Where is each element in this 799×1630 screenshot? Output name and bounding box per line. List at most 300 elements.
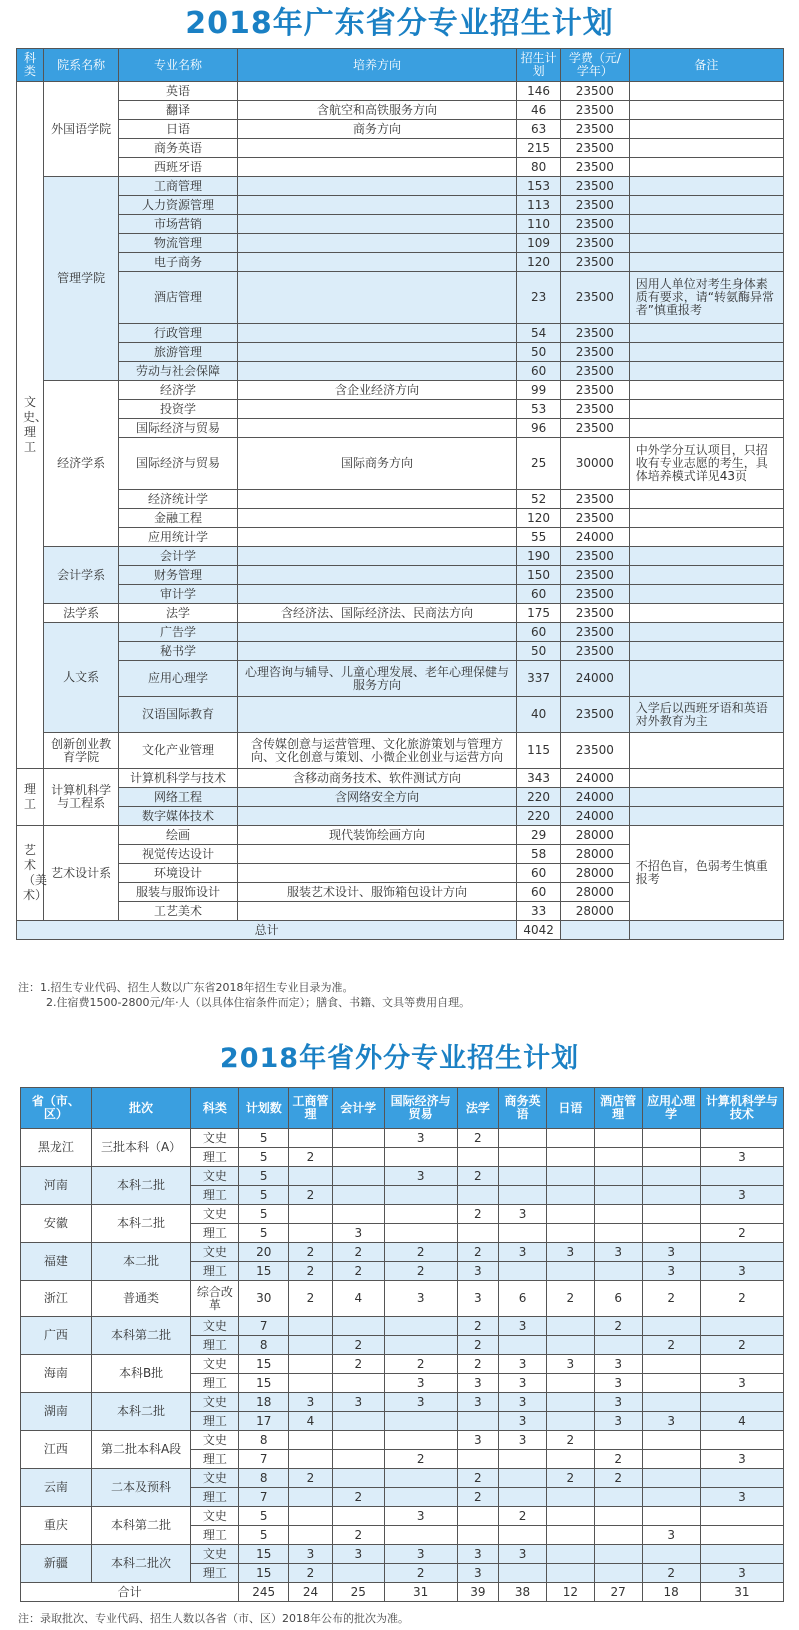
value-cell: [332, 1129, 384, 1148]
direction-cell: [237, 697, 516, 733]
value-cell: 2: [384, 1450, 457, 1469]
dept-cell: 外国语学院: [44, 82, 119, 177]
total-value: 38: [499, 1583, 547, 1602]
type-cell: 理工: [191, 1526, 239, 1545]
header-col-6: 国际经济与贸易: [384, 1088, 457, 1129]
value-cell: 3: [384, 1167, 457, 1186]
table-row: [17, 788, 784, 807]
value-cell: 3: [700, 1374, 783, 1393]
header-col-9: 日语: [546, 1088, 594, 1129]
value-cell: 8: [239, 1431, 289, 1450]
value-cell: 3: [457, 1564, 499, 1583]
value-cell: 2: [457, 1488, 499, 1507]
value-cell: [499, 1262, 547, 1281]
value-cell: [700, 1431, 783, 1450]
fee-cell: 23500: [560, 623, 629, 642]
value-cell: [499, 1450, 547, 1469]
value-cell: [546, 1224, 594, 1243]
value-cell: [594, 1336, 642, 1355]
direction-cell: 含传媒创意与运营管理、文化旅游策划与管理方向、文化创意与策划、小微企业创业与运营方向: [237, 733, 516, 769]
value-cell: 2: [289, 1469, 333, 1488]
province-cell: 广西: [21, 1317, 92, 1355]
value-cell: [332, 1317, 384, 1336]
value-cell: 3: [289, 1545, 333, 1564]
value-cell: [700, 1545, 783, 1564]
batch-cell: 本科二批: [91, 1393, 191, 1431]
value-cell: 3: [457, 1431, 499, 1450]
plan-cell: 25: [517, 438, 561, 490]
plan-cell: 55: [517, 528, 561, 547]
value-cell: [546, 1186, 594, 1205]
value-cell: [499, 1526, 547, 1545]
batch-cell: 本科二批: [91, 1205, 191, 1243]
total-remark-cell: [629, 921, 783, 940]
value-cell: 2: [700, 1336, 783, 1355]
fee-cell: 23500: [560, 697, 629, 733]
value-cell: [289, 1317, 333, 1336]
table-row: [21, 1469, 784, 1488]
header-fee: 学费（元/学年）: [560, 49, 629, 82]
value-cell: 2: [289, 1262, 333, 1281]
direction-cell: [237, 509, 516, 528]
value-cell: 2: [700, 1224, 783, 1243]
major-cell: 劳动与社会保障: [119, 362, 238, 381]
table-row: [17, 604, 784, 623]
remark-cell: 入学后以西班牙语和英语对外教育为主: [629, 697, 783, 733]
value-cell: 3: [384, 1281, 457, 1317]
total-value: 39: [457, 1583, 499, 1602]
value-cell: [642, 1469, 700, 1488]
total-value: 18: [642, 1583, 700, 1602]
value-cell: 15: [239, 1564, 289, 1583]
table-row: [17, 343, 784, 362]
value-cell: 3: [499, 1317, 547, 1336]
plan-cell: 120: [517, 509, 561, 528]
value-cell: [289, 1450, 333, 1469]
value-cell: 2: [332, 1526, 384, 1545]
outside-plan-table: [20, 1087, 784, 1602]
plan-cell: 50: [517, 343, 561, 362]
value-cell: 3: [546, 1355, 594, 1374]
table-row: [17, 642, 784, 661]
value-cell: 3: [594, 1412, 642, 1431]
value-cell: 20: [239, 1243, 289, 1262]
value-cell: [546, 1317, 594, 1336]
header-col-5: 会计学: [332, 1088, 384, 1129]
province-cell: 重庆: [21, 1507, 92, 1545]
value-cell: 3: [546, 1243, 594, 1262]
value-cell: 5: [239, 1507, 289, 1526]
major-cell: 经济统计学: [119, 490, 238, 509]
value-cell: [289, 1488, 333, 1507]
guangdong-plan-table: [16, 48, 784, 940]
direction-cell: [237, 234, 516, 253]
value-cell: 2: [332, 1243, 384, 1262]
plan-cell: 40: [517, 697, 561, 733]
value-cell: [700, 1205, 783, 1224]
plan-cell: 33: [517, 902, 561, 921]
plan-cell: 120: [517, 253, 561, 272]
value-cell: 3: [384, 1374, 457, 1393]
value-cell: [594, 1205, 642, 1224]
value-cell: [546, 1526, 594, 1545]
type-cell: 理工: [191, 1374, 239, 1393]
direction-cell: 商务方向: [237, 120, 516, 139]
value-cell: [384, 1412, 457, 1431]
value-cell: [384, 1186, 457, 1205]
batch-cell: 第二批本科A段: [91, 1431, 191, 1469]
direction-cell: [237, 585, 516, 604]
value-cell: 3: [700, 1488, 783, 1507]
value-cell: 2: [384, 1262, 457, 1281]
table-row: [17, 362, 784, 381]
value-cell: 3: [700, 1186, 783, 1205]
fee-cell: 28000: [560, 826, 629, 845]
remark-cell: [629, 400, 783, 419]
plan-cell: 54: [517, 324, 561, 343]
value-cell: 15: [239, 1545, 289, 1564]
major-cell: 商务英语: [119, 139, 238, 158]
table-row: [17, 528, 784, 547]
table-row: [21, 1545, 784, 1564]
province-cell: 湖南: [21, 1393, 92, 1431]
value-cell: 15: [239, 1262, 289, 1281]
value-cell: [499, 1186, 547, 1205]
plan-cell: 80: [517, 158, 561, 177]
value-cell: [457, 1148, 499, 1167]
value-cell: [700, 1507, 783, 1526]
header-col-4: 工商管理: [289, 1088, 333, 1129]
batch-cell: 本科二批: [91, 1167, 191, 1205]
table-row: [17, 661, 784, 697]
remark-cell: [629, 623, 783, 642]
value-cell: [642, 1148, 700, 1167]
header-col-11: 应用心理学: [642, 1088, 700, 1129]
value-cell: [384, 1224, 457, 1243]
value-cell: [457, 1186, 499, 1205]
value-cell: 18: [239, 1393, 289, 1412]
type-cell: 文史: [191, 1431, 239, 1450]
footnote-3: 注：录取批次、专业代码、招生人数以各省（市、区）2018年公布的批次为准。: [18, 1612, 409, 1625]
fee-cell: 24000: [560, 769, 629, 788]
value-cell: [546, 1564, 594, 1583]
fee-cell: 23500: [560, 343, 629, 362]
total-value: 25: [332, 1583, 384, 1602]
direction-cell: [237, 642, 516, 661]
major-cell: 酒店管理: [119, 272, 238, 324]
batch-cell: 本科B批: [91, 1355, 191, 1393]
table-row: [17, 438, 784, 490]
value-cell: 5: [239, 1129, 289, 1148]
value-cell: [546, 1148, 594, 1167]
fee-cell: 23500: [560, 272, 629, 324]
header-dept: 院系名称: [44, 49, 119, 82]
major-cell: 人力资源管理: [119, 196, 238, 215]
type-cell: 理工: [191, 1224, 239, 1243]
fee-cell: 23500: [560, 419, 629, 438]
table-row: [17, 419, 784, 438]
major-cell: 经济学: [119, 381, 238, 400]
direction-cell: [237, 343, 516, 362]
value-cell: [289, 1205, 333, 1224]
value-cell: [594, 1262, 642, 1281]
value-cell: 3: [457, 1545, 499, 1564]
direction-cell: [237, 623, 516, 642]
header-row: [21, 1088, 784, 1129]
footnote-1: 注：1.招生专业代码、招生人数以广东省2018年招生专业目录为准。: [18, 981, 354, 994]
table-row: [21, 1129, 784, 1148]
type-cell: 文史: [191, 1507, 239, 1526]
major-cell: 西班牙语: [119, 158, 238, 177]
value-cell: [289, 1507, 333, 1526]
value-cell: 5: [239, 1224, 289, 1243]
value-cell: 3: [384, 1393, 457, 1412]
remark-cell: [629, 101, 783, 120]
category-cell: 艺术（美术）: [17, 826, 44, 921]
type-cell: 理工: [191, 1262, 239, 1281]
value-cell: [700, 1167, 783, 1186]
remark-cell: [629, 547, 783, 566]
value-cell: 5: [239, 1526, 289, 1545]
outside-plan-body: [21, 1129, 784, 1602]
value-cell: [332, 1469, 384, 1488]
remark-cell: [629, 381, 783, 400]
value-cell: 2: [457, 1167, 499, 1186]
value-cell: 8: [239, 1336, 289, 1355]
major-cell: 工商管理: [119, 177, 238, 196]
major-cell: 国际经济与贸易: [119, 419, 238, 438]
value-cell: [289, 1526, 333, 1545]
remark-cell: [629, 253, 783, 272]
direction-cell: 含经济法、国际经济法、民商法方向: [237, 604, 516, 623]
value-cell: [642, 1393, 700, 1412]
remark-cell: [629, 139, 783, 158]
section-title: 2018年省外分专业招生计划: [219, 1043, 580, 1074]
fee-cell: 24000: [560, 788, 629, 807]
value-cell: [499, 1336, 547, 1355]
batch-cell: 本二批: [91, 1243, 191, 1281]
value-cell: 4: [700, 1412, 783, 1431]
value-cell: [594, 1129, 642, 1148]
header-col-0: 省（市、区）: [21, 1088, 92, 1129]
major-cell: 行政管理: [119, 324, 238, 343]
major-cell: 会计学: [119, 547, 238, 566]
remark-cell: 中外学分互认项目，只招收有专业志愿的考生，具体培养模式详见43页: [629, 438, 783, 490]
value-cell: 5: [239, 1186, 289, 1205]
value-cell: [332, 1450, 384, 1469]
remark-cell: [629, 177, 783, 196]
value-cell: [546, 1488, 594, 1507]
major-cell: 电子商务: [119, 253, 238, 272]
value-cell: [642, 1507, 700, 1526]
value-cell: 3: [499, 1355, 547, 1374]
direction-cell: 含移动商务技术、软件测试方向: [237, 769, 516, 788]
value-cell: [642, 1129, 700, 1148]
remark-cell: [629, 661, 783, 697]
table-row: [17, 177, 784, 196]
major-cell: 应用统计学: [119, 528, 238, 547]
table-row: [17, 566, 784, 585]
value-cell: [384, 1488, 457, 1507]
fee-cell: 30000: [560, 438, 629, 490]
guangdong-plan-body: [17, 82, 784, 940]
remark-cell: [629, 528, 783, 547]
value-cell: [642, 1374, 700, 1393]
direction-cell: 含企业经济方向: [237, 381, 516, 400]
value-cell: 3: [499, 1545, 547, 1564]
major-cell: 工艺美术: [119, 902, 238, 921]
remark-cell: [629, 509, 783, 528]
value-cell: [332, 1412, 384, 1431]
type-cell: 文史: [191, 1243, 239, 1262]
dept-cell: 艺术设计系: [44, 826, 119, 921]
page-title: 2018年广东省分专业招生计划: [185, 6, 614, 41]
province-cell: 云南: [21, 1469, 92, 1507]
table-row: [17, 234, 784, 253]
header-col-3: 计划数: [239, 1088, 289, 1129]
value-cell: [499, 1564, 547, 1583]
header-plan: 招生计划: [517, 49, 561, 82]
remark-cell: [629, 419, 783, 438]
table-row: [17, 101, 784, 120]
dept-cell: 经济学系: [44, 381, 119, 547]
value-cell: 3: [457, 1281, 499, 1317]
value-cell: 2: [289, 1148, 333, 1167]
value-cell: [642, 1545, 700, 1564]
value-cell: 2: [457, 1129, 499, 1148]
table-row: [17, 623, 784, 642]
value-cell: 2: [289, 1564, 333, 1583]
value-cell: 7: [239, 1488, 289, 1507]
value-cell: 3: [499, 1412, 547, 1431]
province-cell: 黑龙江: [21, 1129, 92, 1167]
fee-cell: 28000: [560, 864, 629, 883]
table-row: [21, 1393, 784, 1412]
value-cell: [594, 1148, 642, 1167]
table-row: [17, 158, 784, 177]
fee-cell: 23500: [560, 120, 629, 139]
value-cell: 3: [700, 1262, 783, 1281]
value-cell: [332, 1374, 384, 1393]
value-cell: [384, 1336, 457, 1355]
value-cell: [642, 1224, 700, 1243]
value-cell: [546, 1393, 594, 1412]
fee-cell: 23500: [560, 400, 629, 419]
value-cell: [546, 1412, 594, 1431]
value-cell: [642, 1431, 700, 1450]
value-cell: 6: [594, 1281, 642, 1317]
direction-cell: 服装艺术设计、服饰箱包设计方向: [237, 883, 516, 902]
major-cell: 秘书学: [119, 642, 238, 661]
direction-cell: [237, 253, 516, 272]
value-cell: 3: [700, 1564, 783, 1583]
direction-cell: [237, 528, 516, 547]
value-cell: [499, 1129, 547, 1148]
remark-cell: [629, 234, 783, 253]
direction-cell: [237, 139, 516, 158]
total-value: 31: [700, 1583, 783, 1602]
major-cell: 汉语国际教育: [119, 697, 238, 733]
remark-cell: [629, 82, 783, 101]
total-value: 12: [546, 1583, 594, 1602]
major-cell: 网络工程: [119, 788, 238, 807]
value-cell: [642, 1488, 700, 1507]
value-cell: 3: [700, 1450, 783, 1469]
plan-cell: 150: [517, 566, 561, 585]
value-cell: [642, 1186, 700, 1205]
direction-cell: [237, 196, 516, 215]
total-label: 合计: [21, 1583, 239, 1602]
value-cell: 3: [457, 1262, 499, 1281]
value-cell: [546, 1545, 594, 1564]
value-cell: [546, 1205, 594, 1224]
value-cell: 2: [457, 1336, 499, 1355]
table-row: [21, 1507, 784, 1526]
value-cell: 2: [289, 1243, 333, 1262]
value-cell: [289, 1336, 333, 1355]
value-cell: [332, 1186, 384, 1205]
direction-cell: [237, 419, 516, 438]
plan-cell: 109: [517, 234, 561, 253]
major-cell: 绘画: [119, 826, 238, 845]
value-cell: 3: [332, 1545, 384, 1564]
value-cell: 2: [289, 1186, 333, 1205]
batch-cell: 本科第二批: [91, 1507, 191, 1545]
table-row: [17, 253, 784, 272]
value-cell: 2: [594, 1450, 642, 1469]
value-cell: [642, 1317, 700, 1336]
direction-cell: [237, 490, 516, 509]
table-row: [17, 82, 784, 101]
value-cell: [594, 1186, 642, 1205]
fee-cell: 23500: [560, 490, 629, 509]
remark-cell: [629, 807, 783, 826]
value-cell: 6: [499, 1281, 547, 1317]
major-cell: 物流管理: [119, 234, 238, 253]
major-cell: 文化产业管理: [119, 733, 238, 769]
value-cell: [289, 1355, 333, 1374]
plan-cell: 58: [517, 845, 561, 864]
fee-cell: 23500: [560, 362, 629, 381]
direction-cell: [237, 158, 516, 177]
value-cell: 2: [642, 1281, 700, 1317]
value-cell: [289, 1129, 333, 1148]
type-cell: 综合改革: [191, 1281, 239, 1317]
dept-cell: 法学系: [44, 604, 119, 623]
direction-cell: 现代装饰绘画方向: [237, 826, 516, 845]
value-cell: [289, 1374, 333, 1393]
direction-cell: 心理咨询与辅导、儿童心理发展、老年心理保健与服务方向: [237, 661, 516, 697]
type-cell: 理工: [191, 1488, 239, 1507]
table-row: [21, 1317, 784, 1336]
category-cell: 理工: [17, 769, 44, 826]
direction-cell: [237, 177, 516, 196]
plan-cell: 215: [517, 139, 561, 158]
fee-cell: 23500: [560, 733, 629, 769]
value-cell: 7: [239, 1317, 289, 1336]
plan-cell: 113: [517, 196, 561, 215]
major-cell: 金融工程: [119, 509, 238, 528]
value-cell: 2: [546, 1431, 594, 1450]
value-cell: 2: [384, 1355, 457, 1374]
batch-cell: 本科第二批: [91, 1317, 191, 1355]
table-row: [21, 1281, 784, 1317]
value-cell: 2: [384, 1243, 457, 1262]
value-cell: [546, 1262, 594, 1281]
major-cell: 法学: [119, 604, 238, 623]
value-cell: [546, 1450, 594, 1469]
fee-cell: 23500: [560, 234, 629, 253]
